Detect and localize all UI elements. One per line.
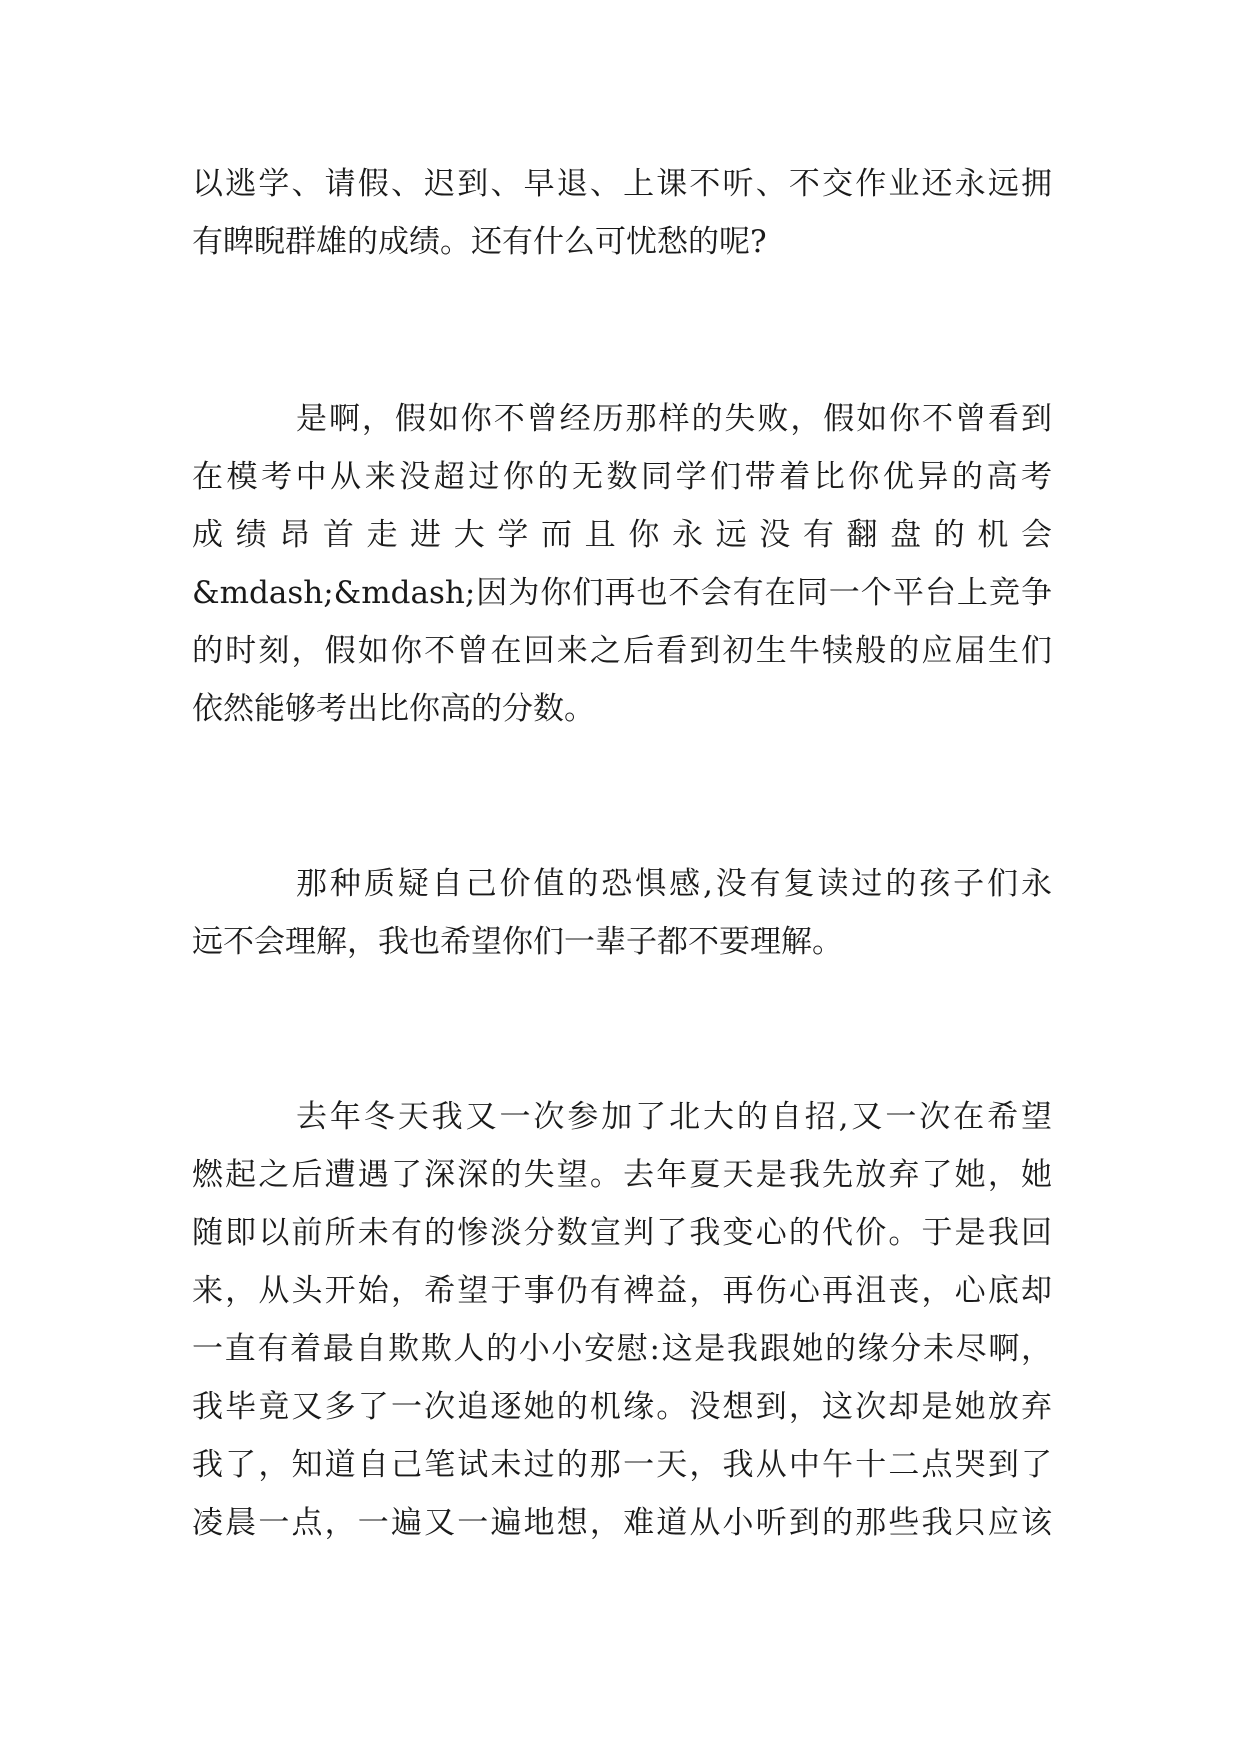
paragraph-line: 我毕竟又多了一次追逐她的机缘。没想到，这次却是她放弃 bbox=[192, 1389, 1052, 1425]
paragraph-3 bbox=[192, 855, 1052, 971]
paragraph-line: &mdash;&mdash;因为你们再也不会有在同一个平台上竞争 bbox=[192, 575, 1052, 611]
paragraph-line: 来，从头开始，希望于事仍有裨益，再伤心再沮丧，心底却 bbox=[192, 1273, 1052, 1309]
paragraph-1 bbox=[192, 155, 1052, 271]
paragraph-line: 以逃学、请假、迟到、早退、上课不听、不交作业还永远拥 bbox=[192, 166, 1052, 202]
paragraph-line: 依然能够考出比你高的分数。 bbox=[192, 691, 595, 727]
paragraph-4 bbox=[192, 1088, 1052, 1552]
paragraph-line: 有睥睨群雄的成绩。还有什么可忧愁的呢? bbox=[192, 224, 767, 260]
paragraph-2 bbox=[192, 390, 1052, 738]
paragraph-line: 的时刻，假如你不曾在回来之后看到初生牛犊般的应届生们 bbox=[192, 633, 1052, 669]
paragraph-line: 去年冬天我又一次参加了北大的自招,又一次在希望 bbox=[296, 1099, 1052, 1135]
paragraph-line: 随即以前所未有的惨淡分数宣判了我变心的代价。于是我回 bbox=[192, 1215, 1052, 1251]
paragraph-line: 成绩昂首走进大学而且你永远没有翻盘的机会 bbox=[192, 517, 1052, 553]
paragraph-line: 是啊，假如你不曾经历那样的失败，假如你不曾看到 bbox=[296, 401, 1052, 437]
paragraph-line: 在模考中从来没超过你的无数同学们带着比你优异的高考 bbox=[192, 459, 1052, 495]
paragraph-line: 燃起之后遭遇了深深的失望。去年夏天是我先放弃了她，她 bbox=[192, 1157, 1052, 1193]
paragraph-line: 凌晨一点，一遍又一遍地想，难道从小听到的那些我只应该 bbox=[192, 1505, 1052, 1541]
paragraph-line: 那种质疑自己价值的恐惧感,没有复读过的孩子们永 bbox=[296, 866, 1052, 902]
paragraph-line: 一直有着最自欺欺人的小小安慰:这是我跟她的缘分未尽啊， bbox=[192, 1331, 1052, 1367]
paragraph-line: 我了，知道自己笔试未过的那一天，我从中午十二点哭到了 bbox=[192, 1447, 1052, 1483]
paragraph-line: 远不会理解，我也希望你们一辈子都不要理解。 bbox=[192, 924, 843, 960]
